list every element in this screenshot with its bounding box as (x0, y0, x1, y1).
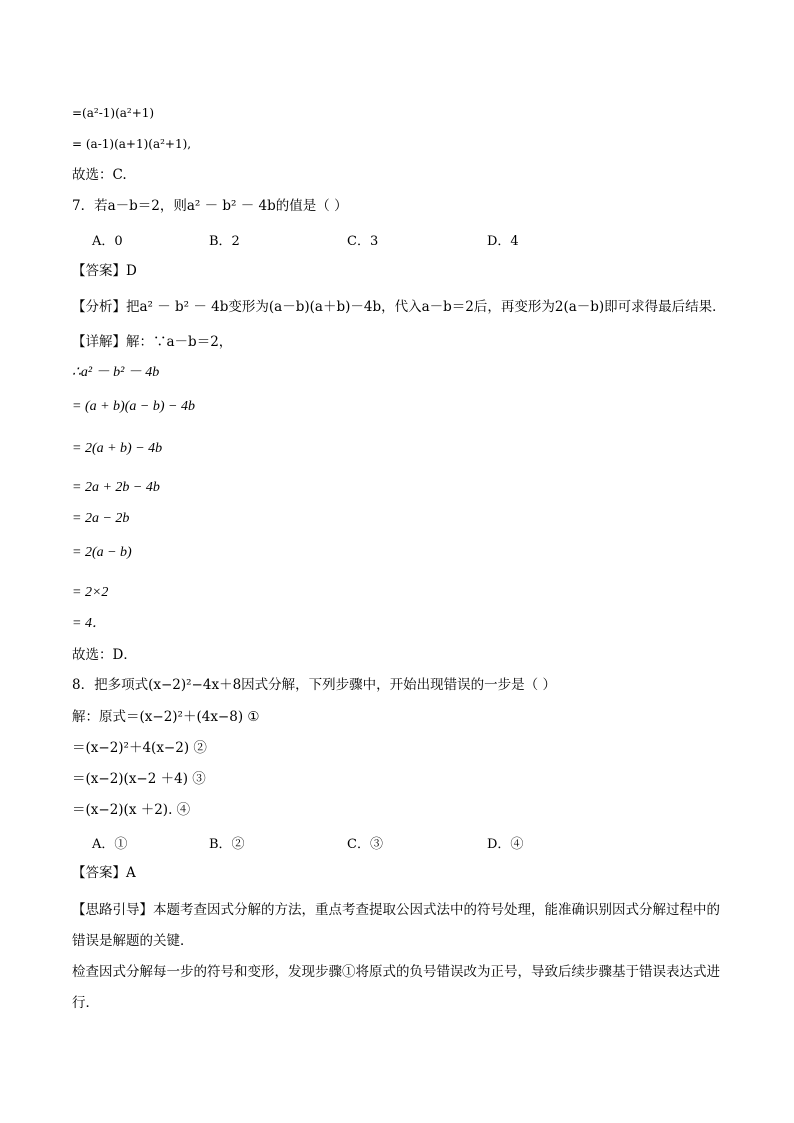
step-line: ∴a² － b² － 4b (72, 365, 160, 380)
q7-option-b: B．2 (209, 234, 240, 249)
step-line: = 2(a − b) (72, 545, 132, 560)
guide-8: 【思路引导】本题考查因式分解的方法，重点考查提取公因式法中的符号处理，能准确识别因式分解过程中的错误是解题的关键． (72, 902, 720, 949)
step-line: = 2a − 2b (72, 511, 130, 526)
answer-7: 【答案】D (72, 263, 137, 279)
solution-line: = (a-1)(a+1)(a²+1), (72, 137, 192, 151)
step-line: = (a + b)(a − b) − 4b (72, 399, 195, 414)
answer-8: 【答案】A (72, 865, 136, 881)
question-8: 8．把多项式(x−2)²−4x＋8因式分解，下列步骤中，开始出现错误的一步是（ ） (72, 677, 556, 693)
analysis-7: 【分析】把a² － b² － 4b变形为(a－b)(a＋b)－4b，代入a－b＝2后，再变形为2(a－b)即可求得最后结果． (72, 299, 726, 315)
question-7: 7．若a－b＝2，则a² － b² － 4b的值是（ ） (72, 198, 348, 214)
q8-step-2: ＝(x−2)²＋4(x−2) ② (72, 740, 207, 756)
step-line: = 2a + 2b − 4b (72, 480, 160, 495)
q8-option-a: A．① (92, 837, 128, 852)
step-line: = 2×2 (72, 585, 109, 600)
step-line: = 2(a + b) − 4b (72, 441, 163, 456)
choice-line: 故选：D． (72, 647, 137, 663)
q7-option-d: D．4 (487, 234, 519, 249)
q8-step-1: 解：原式＝(x−2)²＋(4x−8) ① (72, 709, 260, 725)
step-line: = 4． (72, 616, 106, 631)
q8-option-b: B．② (209, 837, 245, 852)
q7-option-a: A．0 (92, 234, 123, 249)
q7-option-c: C．3 (347, 234, 379, 249)
detail-7: 【详解】解：∵a－b＝2， (72, 334, 233, 350)
choice-line: 故选：C. (72, 167, 127, 183)
q8-option-c: C．③ (347, 837, 383, 852)
q8-option-d: D．④ (487, 837, 524, 852)
check-8: 检查因式分解每一步的符号和变形，发现步骤①将原式的负号错误改为正号，导致后续步骤基于错误表达式进行． (72, 964, 720, 1011)
solution-line: =(a²-1)(a²+1) (72, 106, 155, 120)
q8-step-3: ＝(x−2)(x−2 ＋4) ③ (72, 771, 206, 787)
q8-step-4: ＝(x−2)(x ＋2). ④ (72, 802, 191, 818)
